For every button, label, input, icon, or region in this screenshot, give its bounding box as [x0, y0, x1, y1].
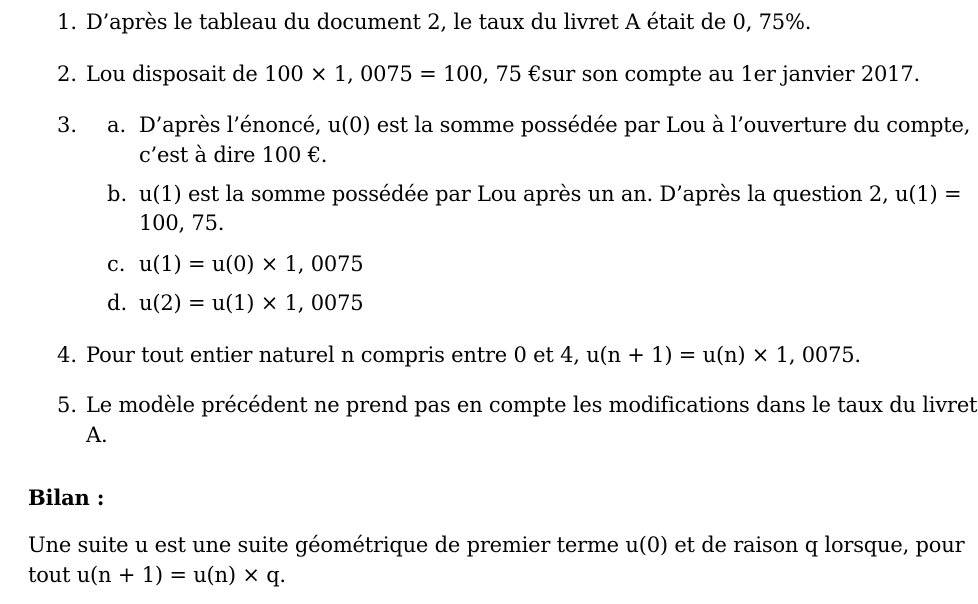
item-3b-label: b.	[107, 182, 128, 206]
bilan-line2: tout u(n + 1) = u(n) × q.	[28, 563, 286, 587]
item-3c-label: c.	[107, 252, 126, 276]
item-2-number: 2.	[57, 62, 78, 86]
item-1-number: 1.	[57, 10, 78, 34]
item-3-number: 3.	[57, 113, 78, 137]
bilan-heading: Bilan :	[28, 485, 105, 510]
item-3c-text: u(1) = u(0) × 1, 0075	[139, 252, 364, 276]
item-5-line1: Le modèle précédent ne prend pas en compte les modifications dans le taux du livret	[86, 393, 978, 417]
item-2-text: Lou disposait de 100 × 1, 0075 = 100, 75 €sur son compte au 1er janvier 2017.	[86, 62, 920, 86]
item-5-line2: A.	[86, 423, 108, 447]
item-3a-line1: D’après l’énoncé, u(0) est la somme possédée par Lou à l’ouverture du compte,	[139, 113, 971, 137]
item-5-number: 5.	[57, 393, 78, 417]
bilan-line1: Une suite u est une suite géométrique de premier terme u(0) et de raison q lorsque, pour	[28, 533, 965, 557]
item-4-number: 4.	[57, 343, 78, 367]
item-3b-line1: u(1) est la somme possédée par Lou après un an. D’après la question 2, u(1) =	[139, 182, 962, 206]
item-1-text: D’après le tableau du document 2, le taux du livret A était de 0, 75%.	[86, 10, 812, 34]
item-3a-label: a.	[107, 113, 127, 137]
item-3d-label: d.	[107, 291, 128, 315]
item-4-text: Pour tout entier naturel n compris entre 0 et 4, u(n + 1) = u(n) × 1, 0075.	[86, 343, 861, 367]
item-3a-line2: c’est à dire 100 €.	[139, 143, 328, 167]
item-3b-line2: 100, 75.	[139, 211, 225, 235]
item-3d-text: u(2) = u(1) × 1, 0075	[139, 291, 364, 315]
